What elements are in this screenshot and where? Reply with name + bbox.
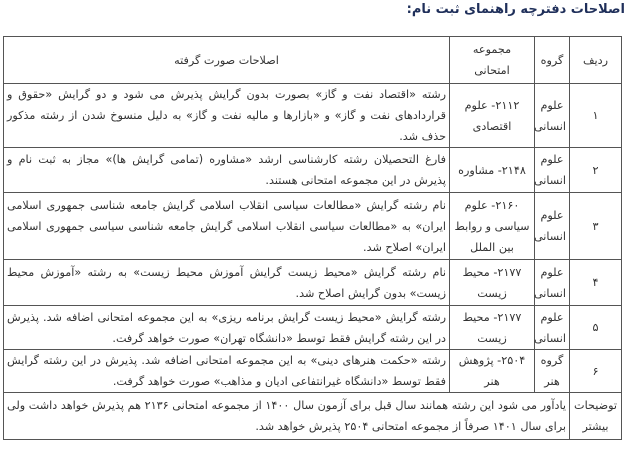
row-group: علوم انسانی [535,84,570,148]
table-row [4,193,622,260]
row-group: علوم انسانی [535,148,570,193]
table-row [4,350,622,393]
table-row [4,260,622,306]
row-number: ۱ [570,84,622,148]
row-exam-set: ۲۱۱۲- علوم اقتصادی [450,84,535,148]
row-exam-set: ۲۱۷۷- محیط زیست [450,260,535,306]
header-row-no: ردیف [570,37,622,84]
row-correction: فارغ التحصیلان رشته کارشناسی ارشد «مشاوره (تمامی گرایش ها)» مجاز به ثبت نام و پذیرش در این مجموعه امتحانی هستند. [4,148,450,193]
page-title: اصلاحات دفترچه راهنمای ثبت نام: [406,2,625,17]
header-group: گروه [535,37,570,84]
row-number: ۶ [570,350,622,393]
row-group: علوم انسانی [535,306,570,350]
notes-row [4,393,622,440]
row-number: ۵ [570,306,622,350]
row-correction: رشته «اقتصاد نفت و گاز» بصورت بدون گرایش پذیرش می شود و دو گرایش «حقوق و قراردادهای نفت و گاز» و «بازارها و مالیه نفت و گاز» به دلیل منسوخ شدن از رشته مذکور حذف شد. [4,84,450,148]
notes-label: توضیحات بیشتر [570,393,622,440]
row-exam-set: ۲۱۶۰- علوم سیاسی و روابط بین الملل [450,193,535,260]
corrections-table [3,36,622,440]
table-row [4,148,622,193]
row-number: ۳ [570,193,622,260]
row-group: علوم انسانی [535,193,570,260]
header-exam-set: مجموعه امتحانی [450,37,535,84]
table-header-row [4,37,622,84]
row-group: گروه هنر [535,350,570,393]
row-correction: رشته «حکمت هنرهای دینی» به این مجموعه امتحانی اضافه شد. پذیرش در این رشته گرایش فقط توسط «دانشگاه غیرانتفاعی ادیان و مذاهب» صورت خواهد گرفت. [4,350,450,393]
table-row [4,306,622,350]
row-number: ۴ [570,260,622,306]
row-exam-set: ۲۱۷۷- محیط زیست [450,306,535,350]
header-corrections: اصلاحات صورت گرفته [4,37,450,84]
row-group: علوم انسانی [535,260,570,306]
row-exam-set: ۲۵۰۴- پژوهش هنر [450,350,535,393]
table-row [4,84,622,148]
row-correction: نام رشته گرایش «محیط زیست گرایش آموزش محیط زیست» به رشته «آموزش محیط زیست» بدون گرایش اصلاح شد. [4,260,450,306]
row-exam-set: ۲۱۴۸- مشاوره [450,148,535,193]
notes-text: یادآور می شود این رشته همانند سال قبل برای آزمون سال ۱۴۰۰ از مجموعه امتحانی ۲۱۳۶ هم پذیرش خواهد داشت ولی برای سال ۱۴۰۱ صرفاً از مجموعه امتحانی ۲۵۰۴ پذیرش خواهد شد. [4,393,570,440]
row-correction: نام رشته گرایش «مطالعات سیاسی انقلاب اسلامی گرایش جامعه شناسی جمهوری اسلامی ایران» به «مطالعات سیاسی انقلاب اسلامی گرایش جامعه شناسی سیاسی جمهوری اسلامی ایران» اصلاح شد. [4,193,450,260]
row-correction: رشته گرایش «محیط زیست گرایش برنامه ریزی» به این مجموعه امتحانی اضافه شد. پذیرش در این رشته گرایش فقط توسط «دانشگاه تهران» صورت خواهد گرفت. [4,306,450,350]
row-number: ۲ [570,148,622,193]
